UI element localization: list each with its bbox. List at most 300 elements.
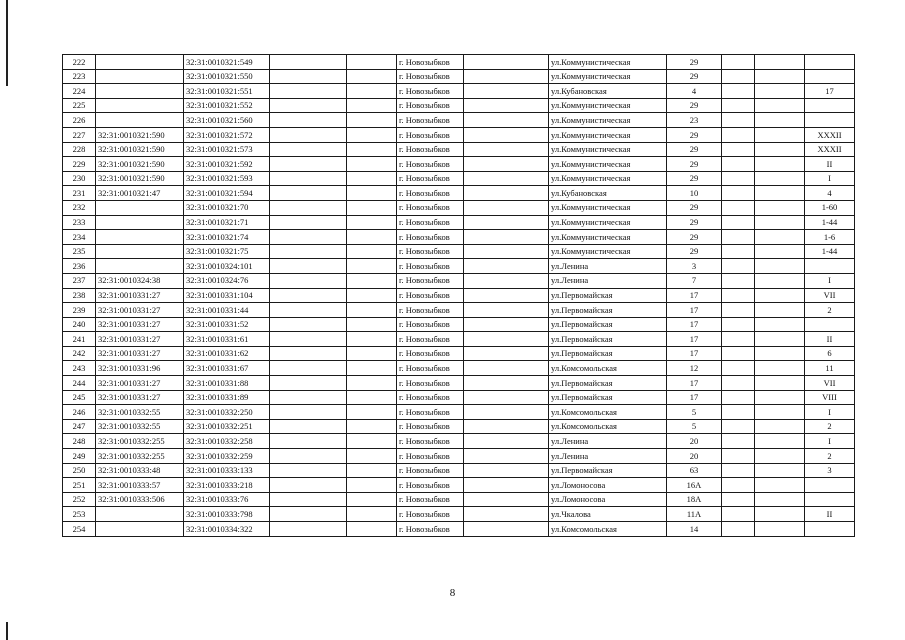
blank-cell — [347, 463, 397, 478]
row-number-cell: 238 — [63, 288, 96, 303]
property-registry-table — [62, 54, 855, 537]
blank-cell — [347, 332, 397, 347]
settlement-cell: г. Новозыбков — [397, 69, 464, 84]
row-number-cell: 241 — [63, 332, 96, 347]
land-cadastral-number-cell: 32:31:0010331:27 — [96, 332, 184, 347]
blank-cell — [347, 492, 397, 507]
blank-cell — [270, 215, 347, 230]
street-cell: ул.Комсомольская — [549, 361, 667, 376]
blank-cell — [464, 405, 549, 420]
settlement-cell: г. Новозыбков — [397, 463, 464, 478]
row-number-cell: 245 — [63, 390, 96, 405]
object-cadastral-number-cell: 32:31:0010321:573 — [184, 142, 270, 157]
land-cadastral-number-cell: 32:31:0010331:27 — [96, 390, 184, 405]
object-cadastral-number-cell: 32:31:0010324:101 — [184, 259, 270, 274]
land-cadastral-number-cell — [96, 507, 184, 522]
row-number-cell: 227 — [63, 127, 96, 142]
blank-cell — [464, 361, 549, 376]
row-number-cell: 250 — [63, 463, 96, 478]
blank-cell — [464, 463, 549, 478]
blank-cell — [755, 98, 805, 113]
blank-cell — [347, 98, 397, 113]
land-cadastral-number-cell: 32:31:0010321:590 — [96, 142, 184, 157]
blank-cell — [347, 449, 397, 464]
blank-cell — [755, 157, 805, 172]
street-cell: ул.Первомайская — [549, 390, 667, 405]
blank-cell — [464, 157, 549, 172]
row-number-cell: 240 — [63, 317, 96, 332]
apartment-cell: II — [805, 157, 855, 172]
blank-cell — [755, 376, 805, 391]
street-cell: ул.Первомайская — [549, 288, 667, 303]
blank-cell — [722, 69, 755, 84]
land-cadastral-number-cell: 32:31:0010321:590 — [96, 171, 184, 186]
street-cell: ул.Первомайская — [549, 376, 667, 391]
blank-cell — [722, 419, 755, 434]
row-number-cell: 228 — [63, 142, 96, 157]
blank-cell — [464, 478, 549, 493]
blank-cell — [755, 273, 805, 288]
blank-cell — [722, 273, 755, 288]
object-cadastral-number-cell: 32:31:0010331:62 — [184, 346, 270, 361]
row-number-cell: 231 — [63, 186, 96, 201]
object-cadastral-number-cell: 32:31:0010331:61 — [184, 332, 270, 347]
settlement-cell: г. Новозыбков — [397, 449, 464, 464]
blank-cell — [347, 419, 397, 434]
land-cadastral-number-cell: 32:31:0010321:47 — [96, 186, 184, 201]
blank-cell — [464, 303, 549, 318]
settlement-cell: г. Новозыбков — [397, 98, 464, 113]
street-cell: ул.Первомайская — [549, 346, 667, 361]
land-cadastral-number-cell: 32:31:0010333:57 — [96, 478, 184, 493]
settlement-cell: г. Новозыбков — [397, 434, 464, 449]
row-number-cell: 242 — [63, 346, 96, 361]
settlement-cell: г. Новозыбков — [397, 127, 464, 142]
house-number-cell: 17 — [667, 288, 722, 303]
row-number-cell: 232 — [63, 200, 96, 215]
settlement-cell: г. Новозыбков — [397, 492, 464, 507]
house-number-cell: 12 — [667, 361, 722, 376]
table-row — [63, 507, 855, 522]
land-cadastral-number-cell — [96, 200, 184, 215]
settlement-cell: г. Новозыбков — [397, 346, 464, 361]
blank-cell — [464, 332, 549, 347]
settlement-cell: г. Новозыбков — [397, 84, 464, 99]
blank-cell — [464, 492, 549, 507]
street-cell: ул.Коммунистическая — [549, 142, 667, 157]
blank-cell — [722, 84, 755, 99]
house-number-cell: 5 — [667, 419, 722, 434]
apartment-cell: I — [805, 273, 855, 288]
apartment-cell: XXXII — [805, 127, 855, 142]
blank-cell — [270, 492, 347, 507]
blank-cell — [722, 55, 755, 70]
land-cadastral-number-cell: 32:31:0010321:590 — [96, 157, 184, 172]
blank-cell — [270, 507, 347, 522]
street-cell: ул.Ленина — [549, 259, 667, 274]
page-number: 8 — [449, 587, 456, 599]
blank-cell — [722, 434, 755, 449]
row-number-cell: 246 — [63, 405, 96, 420]
blank-cell — [270, 390, 347, 405]
blank-cell — [722, 157, 755, 172]
street-cell: ул.Чкалова — [549, 507, 667, 522]
land-cadastral-number-cell: 32:31:0010331:27 — [96, 317, 184, 332]
street-cell: ул.Коммунистическая — [549, 230, 667, 245]
table-row — [63, 157, 855, 172]
blank-cell — [722, 463, 755, 478]
apartment-cell: VII — [805, 376, 855, 391]
table-row — [63, 522, 855, 537]
settlement-cell: г. Новозыбков — [397, 186, 464, 201]
object-cadastral-number-cell: 32:31:0010321:560 — [184, 113, 270, 128]
blank-cell — [270, 186, 347, 201]
blank-cell — [755, 84, 805, 99]
house-number-cell: 63 — [667, 463, 722, 478]
object-cadastral-number-cell: 32:31:0010324:76 — [184, 273, 270, 288]
blank-cell — [347, 259, 397, 274]
object-cadastral-number-cell: 32:31:0010321:551 — [184, 84, 270, 99]
object-cadastral-number-cell: 32:31:0010334:322 — [184, 522, 270, 537]
blank-cell — [722, 200, 755, 215]
house-number-cell: 18А — [667, 492, 722, 507]
land-cadastral-number-cell: 32:31:0010332:255 — [96, 434, 184, 449]
table-row — [63, 259, 855, 274]
blank-cell — [270, 419, 347, 434]
blank-cell — [347, 244, 397, 259]
house-number-cell: 29 — [667, 157, 722, 172]
object-cadastral-number-cell: 32:31:0010321:550 — [184, 69, 270, 84]
settlement-cell: г. Новозыбков — [397, 507, 464, 522]
blank-cell — [722, 98, 755, 113]
blank-cell — [722, 215, 755, 230]
table-row — [63, 405, 855, 420]
house-number-cell: 29 — [667, 171, 722, 186]
blank-cell — [347, 376, 397, 391]
blank-cell — [722, 113, 755, 128]
table-row — [63, 84, 855, 99]
table-row — [63, 376, 855, 391]
table-row — [63, 449, 855, 464]
street-cell: ул.Ленина — [549, 449, 667, 464]
blank-cell — [464, 230, 549, 245]
row-number-cell: 226 — [63, 113, 96, 128]
apartment-cell — [805, 492, 855, 507]
blank-cell — [464, 390, 549, 405]
blank-cell — [270, 200, 347, 215]
settlement-cell: г. Новозыбков — [397, 317, 464, 332]
blank-cell — [270, 332, 347, 347]
apartment-cell: 2 — [805, 303, 855, 318]
land-cadastral-number-cell — [96, 259, 184, 274]
blank-cell — [347, 507, 397, 522]
row-number-cell: 223 — [63, 69, 96, 84]
row-number-cell: 236 — [63, 259, 96, 274]
blank-cell — [755, 449, 805, 464]
table-row — [63, 230, 855, 245]
house-number-cell: 5 — [667, 405, 722, 420]
object-cadastral-number-cell: 32:31:0010331:104 — [184, 288, 270, 303]
apartment-cell: VII — [805, 288, 855, 303]
settlement-cell: г. Новозыбков — [397, 171, 464, 186]
blank-cell — [722, 405, 755, 420]
blank-cell — [755, 405, 805, 420]
house-number-cell: 23 — [667, 113, 722, 128]
table-body — [63, 55, 855, 537]
blank-cell — [722, 259, 755, 274]
blank-cell — [755, 419, 805, 434]
settlement-cell: г. Новозыбков — [397, 273, 464, 288]
object-cadastral-number-cell: 32:31:0010331:89 — [184, 390, 270, 405]
blank-cell — [464, 259, 549, 274]
blank-cell — [270, 288, 347, 303]
blank-cell — [722, 449, 755, 464]
blank-cell — [464, 84, 549, 99]
blank-cell — [464, 434, 549, 449]
house-number-cell: 17 — [667, 346, 722, 361]
apartment-cell — [805, 317, 855, 332]
object-cadastral-number-cell: 32:31:0010332:250 — [184, 405, 270, 420]
blank-cell — [722, 288, 755, 303]
blank-cell — [755, 463, 805, 478]
blank-cell — [347, 303, 397, 318]
row-number-cell: 244 — [63, 376, 96, 391]
row-number-cell: 237 — [63, 273, 96, 288]
settlement-cell: г. Новозыбков — [397, 288, 464, 303]
settlement-cell: г. Новозыбков — [397, 478, 464, 493]
apartment-cell: 2 — [805, 449, 855, 464]
settlement-cell: г. Новозыбков — [397, 244, 464, 259]
blank-cell — [347, 405, 397, 420]
blank-cell — [755, 478, 805, 493]
blank-cell — [347, 69, 397, 84]
blank-cell — [270, 361, 347, 376]
land-cadastral-number-cell: 32:31:0010332:55 — [96, 419, 184, 434]
land-cadastral-number-cell: 32:31:0010333:506 — [96, 492, 184, 507]
blank-cell — [347, 230, 397, 245]
land-cadastral-number-cell: 32:31:0010332:55 — [96, 405, 184, 420]
apartment-cell — [805, 55, 855, 70]
scan-edge-mark — [6, 622, 8, 640]
house-number-cell: 11А — [667, 507, 722, 522]
table-row — [63, 215, 855, 230]
table-row — [63, 55, 855, 70]
blank-cell — [755, 507, 805, 522]
house-number-cell: 4 — [667, 84, 722, 99]
blank-cell — [347, 346, 397, 361]
table-row — [63, 142, 855, 157]
house-number-cell: 29 — [667, 69, 722, 84]
blank-cell — [464, 171, 549, 186]
table-row — [63, 98, 855, 113]
blank-cell — [270, 171, 347, 186]
blank-cell — [347, 361, 397, 376]
blank-cell — [464, 317, 549, 332]
blank-cell — [270, 522, 347, 537]
settlement-cell: г. Новозыбков — [397, 332, 464, 347]
blank-cell — [722, 244, 755, 259]
apartment-cell — [805, 478, 855, 493]
blank-cell — [755, 244, 805, 259]
row-number-cell: 239 — [63, 303, 96, 318]
land-cadastral-number-cell — [96, 522, 184, 537]
blank-cell — [347, 288, 397, 303]
table-row — [63, 492, 855, 507]
blank-cell — [722, 478, 755, 493]
table-row — [63, 419, 855, 434]
blank-cell — [755, 346, 805, 361]
row-number-cell: 254 — [63, 522, 96, 537]
street-cell: ул.Ломоносова — [549, 478, 667, 493]
blank-cell — [270, 84, 347, 99]
street-cell: ул.Ленина — [549, 273, 667, 288]
house-number-cell: 17 — [667, 303, 722, 318]
settlement-cell: г. Новозыбков — [397, 55, 464, 70]
table-row — [63, 346, 855, 361]
blank-cell — [722, 361, 755, 376]
row-number-cell: 235 — [63, 244, 96, 259]
street-cell: ул.Ломоносова — [549, 492, 667, 507]
house-number-cell: 29 — [667, 244, 722, 259]
blank-cell — [270, 113, 347, 128]
blank-cell — [755, 200, 805, 215]
blank-cell — [755, 317, 805, 332]
row-number-cell: 229 — [63, 157, 96, 172]
blank-cell — [464, 288, 549, 303]
settlement-cell: г. Новозыбков — [397, 200, 464, 215]
apartment-cell — [805, 98, 855, 113]
blank-cell — [347, 157, 397, 172]
blank-cell — [464, 507, 549, 522]
apartment-cell: XXXII — [805, 142, 855, 157]
row-number-cell: 249 — [63, 449, 96, 464]
blank-cell — [270, 259, 347, 274]
street-cell: ул.Коммунистическая — [549, 200, 667, 215]
object-cadastral-number-cell: 32:31:0010321:74 — [184, 230, 270, 245]
street-cell: ул.Коммунистическая — [549, 69, 667, 84]
row-number-cell: 252 — [63, 492, 96, 507]
blank-cell — [755, 55, 805, 70]
land-cadastral-number-cell — [96, 113, 184, 128]
blank-cell — [722, 142, 755, 157]
land-cadastral-number-cell: 32:31:0010331:96 — [96, 361, 184, 376]
blank-cell — [270, 127, 347, 142]
row-number-cell: 230 — [63, 171, 96, 186]
blank-cell — [347, 273, 397, 288]
row-number-cell: 222 — [63, 55, 96, 70]
street-cell: ул.Комсомольская — [549, 419, 667, 434]
blank-cell — [347, 434, 397, 449]
apartment-cell — [805, 522, 855, 537]
street-cell: ул.Первомайская — [549, 317, 667, 332]
blank-cell — [722, 346, 755, 361]
table-row — [63, 244, 855, 259]
blank-cell — [464, 142, 549, 157]
blank-cell — [270, 376, 347, 391]
object-cadastral-number-cell: 32:31:0010321:70 — [184, 200, 270, 215]
apartment-cell: 6 — [805, 346, 855, 361]
land-cadastral-number-cell — [96, 215, 184, 230]
blank-cell — [270, 449, 347, 464]
blank-cell — [270, 69, 347, 84]
blank-cell — [347, 84, 397, 99]
blank-cell — [755, 259, 805, 274]
object-cadastral-number-cell: 32:31:0010331:88 — [184, 376, 270, 391]
street-cell: ул.Коммунистическая — [549, 98, 667, 113]
blank-cell — [464, 127, 549, 142]
blank-cell — [464, 449, 549, 464]
object-cadastral-number-cell: 32:31:0010332:251 — [184, 419, 270, 434]
blank-cell — [722, 303, 755, 318]
settlement-cell: г. Новозыбков — [397, 419, 464, 434]
blank-cell — [270, 142, 347, 157]
row-number-cell: 247 — [63, 419, 96, 434]
apartment-cell: I — [805, 405, 855, 420]
blank-cell — [270, 405, 347, 420]
street-cell: ул.Первомайская — [549, 303, 667, 318]
blank-cell — [270, 463, 347, 478]
house-number-cell: 29 — [667, 98, 722, 113]
land-cadastral-number-cell — [96, 55, 184, 70]
blank-cell — [270, 55, 347, 70]
blank-cell — [347, 478, 397, 493]
blank-cell — [270, 273, 347, 288]
land-cadastral-number-cell — [96, 69, 184, 84]
apartment-cell: 3 — [805, 463, 855, 478]
house-number-cell: 16А — [667, 478, 722, 493]
house-number-cell: 29 — [667, 215, 722, 230]
table-row — [63, 186, 855, 201]
blank-cell — [270, 303, 347, 318]
house-number-cell: 7 — [667, 273, 722, 288]
apartment-cell: VIII — [805, 390, 855, 405]
blank-cell — [722, 376, 755, 391]
table-row — [63, 113, 855, 128]
settlement-cell: г. Новозыбков — [397, 157, 464, 172]
street-cell: ул.Ленина — [549, 434, 667, 449]
blank-cell — [755, 332, 805, 347]
blank-cell — [464, 244, 549, 259]
land-cadastral-number-cell — [96, 230, 184, 245]
land-cadastral-number-cell: 32:31:0010331:27 — [96, 303, 184, 318]
blank-cell — [347, 200, 397, 215]
blank-cell — [755, 390, 805, 405]
blank-cell — [464, 200, 549, 215]
blank-cell — [464, 55, 549, 70]
land-cadastral-number-cell — [96, 244, 184, 259]
settlement-cell: г. Новозыбков — [397, 259, 464, 274]
blank-cell — [722, 127, 755, 142]
blank-cell — [722, 186, 755, 201]
object-cadastral-number-cell: 32:31:0010321:594 — [184, 186, 270, 201]
object-cadastral-number-cell: 32:31:0010331:52 — [184, 317, 270, 332]
table-row — [63, 361, 855, 376]
blank-cell — [464, 69, 549, 84]
apartment-cell: 17 — [805, 84, 855, 99]
table-row — [63, 171, 855, 186]
blank-cell — [755, 127, 805, 142]
land-cadastral-number-cell: 32:31:0010331:27 — [96, 288, 184, 303]
table-row — [63, 478, 855, 493]
row-number-cell: 253 — [63, 507, 96, 522]
house-number-cell: 20 — [667, 434, 722, 449]
house-number-cell: 17 — [667, 390, 722, 405]
object-cadastral-number-cell: 32:31:0010321:592 — [184, 157, 270, 172]
table-row — [63, 288, 855, 303]
blank-cell — [755, 69, 805, 84]
blank-cell — [755, 361, 805, 376]
table-row — [63, 273, 855, 288]
